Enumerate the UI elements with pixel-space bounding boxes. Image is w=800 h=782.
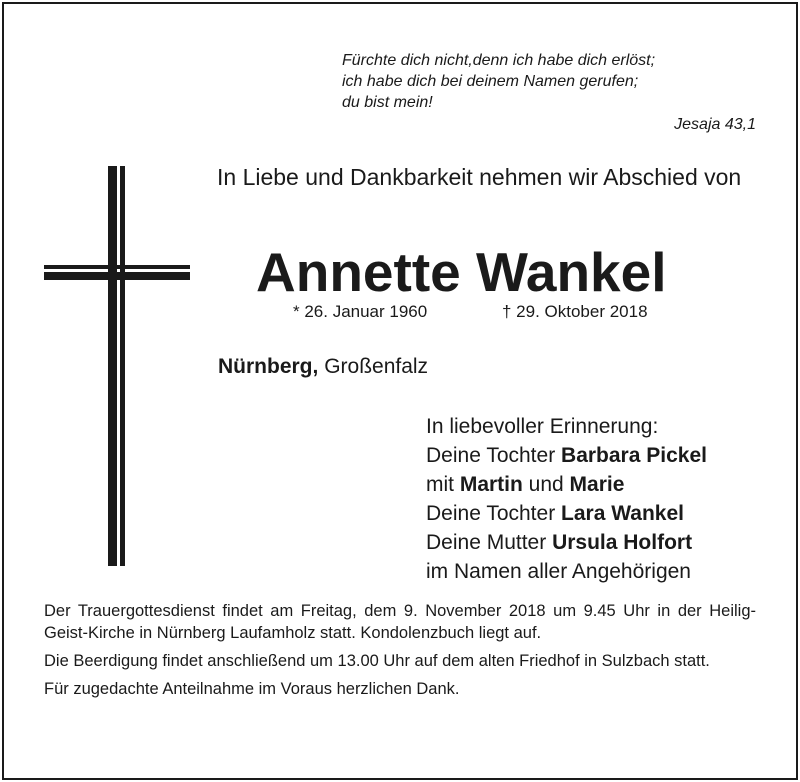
cross-icon <box>44 166 194 566</box>
service-info: Der Trauergottesdienst findet am Freitag, dem 9. November 2018 um 9.45 Uhr in der Heilig-Geist-Kirche in Nürnberg Laufamholz statt. Kondolenzbuch liegt auf. <box>44 602 756 642</box>
verse-line: Fürchte dich nicht,denn ich habe dich erlöst; <box>342 52 656 69</box>
deceased-name: Annette Wankel <box>256 241 667 303</box>
family-line <box>426 470 707 499</box>
conjunction: und <box>522 473 570 496</box>
family-line <box>426 441 707 470</box>
verse-line: du bist mein! <box>342 94 433 111</box>
family-line <box>426 499 707 528</box>
mourner-name: Martin <box>459 473 523 496</box>
intro-text: In Liebe und Dankbarkeit nehmen wir Abschied von <box>217 164 742 190</box>
place-line <box>218 355 428 379</box>
mourner-name: Ursula Holfort <box>552 531 693 554</box>
city: Nürnberg, <box>218 355 319 378</box>
verse-reference: Jesaja 43,1 <box>674 116 756 133</box>
verse-line: ich habe dich bei deinem Namen gerufen; <box>342 73 639 90</box>
thanks-note: Für zugedachte Anteilnahme im Voraus herzlichen Dank. <box>44 680 460 698</box>
relation: Deine Mutter <box>426 531 553 554</box>
birth-date: * 26. Januar 1960 <box>293 302 428 321</box>
relation: Deine Tochter <box>426 444 562 467</box>
district: Großenfalz <box>324 355 429 378</box>
family-line: im Namen aller Angehörigen <box>426 560 691 583</box>
death-date: † 29. Oktober 2018 <box>502 302 648 321</box>
mourner-name: Lara Wankel <box>561 502 684 525</box>
family-line: In liebevoller Erinnerung: <box>426 415 659 438</box>
relation: mit <box>426 473 460 496</box>
bible-verse <box>342 50 756 113</box>
mourner-name: Barbara Pickel <box>561 444 707 467</box>
closing-text <box>44 600 756 706</box>
family-list <box>426 412 707 586</box>
mourner-name: Marie <box>569 473 625 496</box>
family-line <box>426 528 707 557</box>
relation: Deine Tochter <box>426 502 562 525</box>
burial-info: Die Beerdigung findet anschließend um 13.00 Uhr auf dem alten Friedhof in Sulzbach statt. <box>44 652 710 670</box>
